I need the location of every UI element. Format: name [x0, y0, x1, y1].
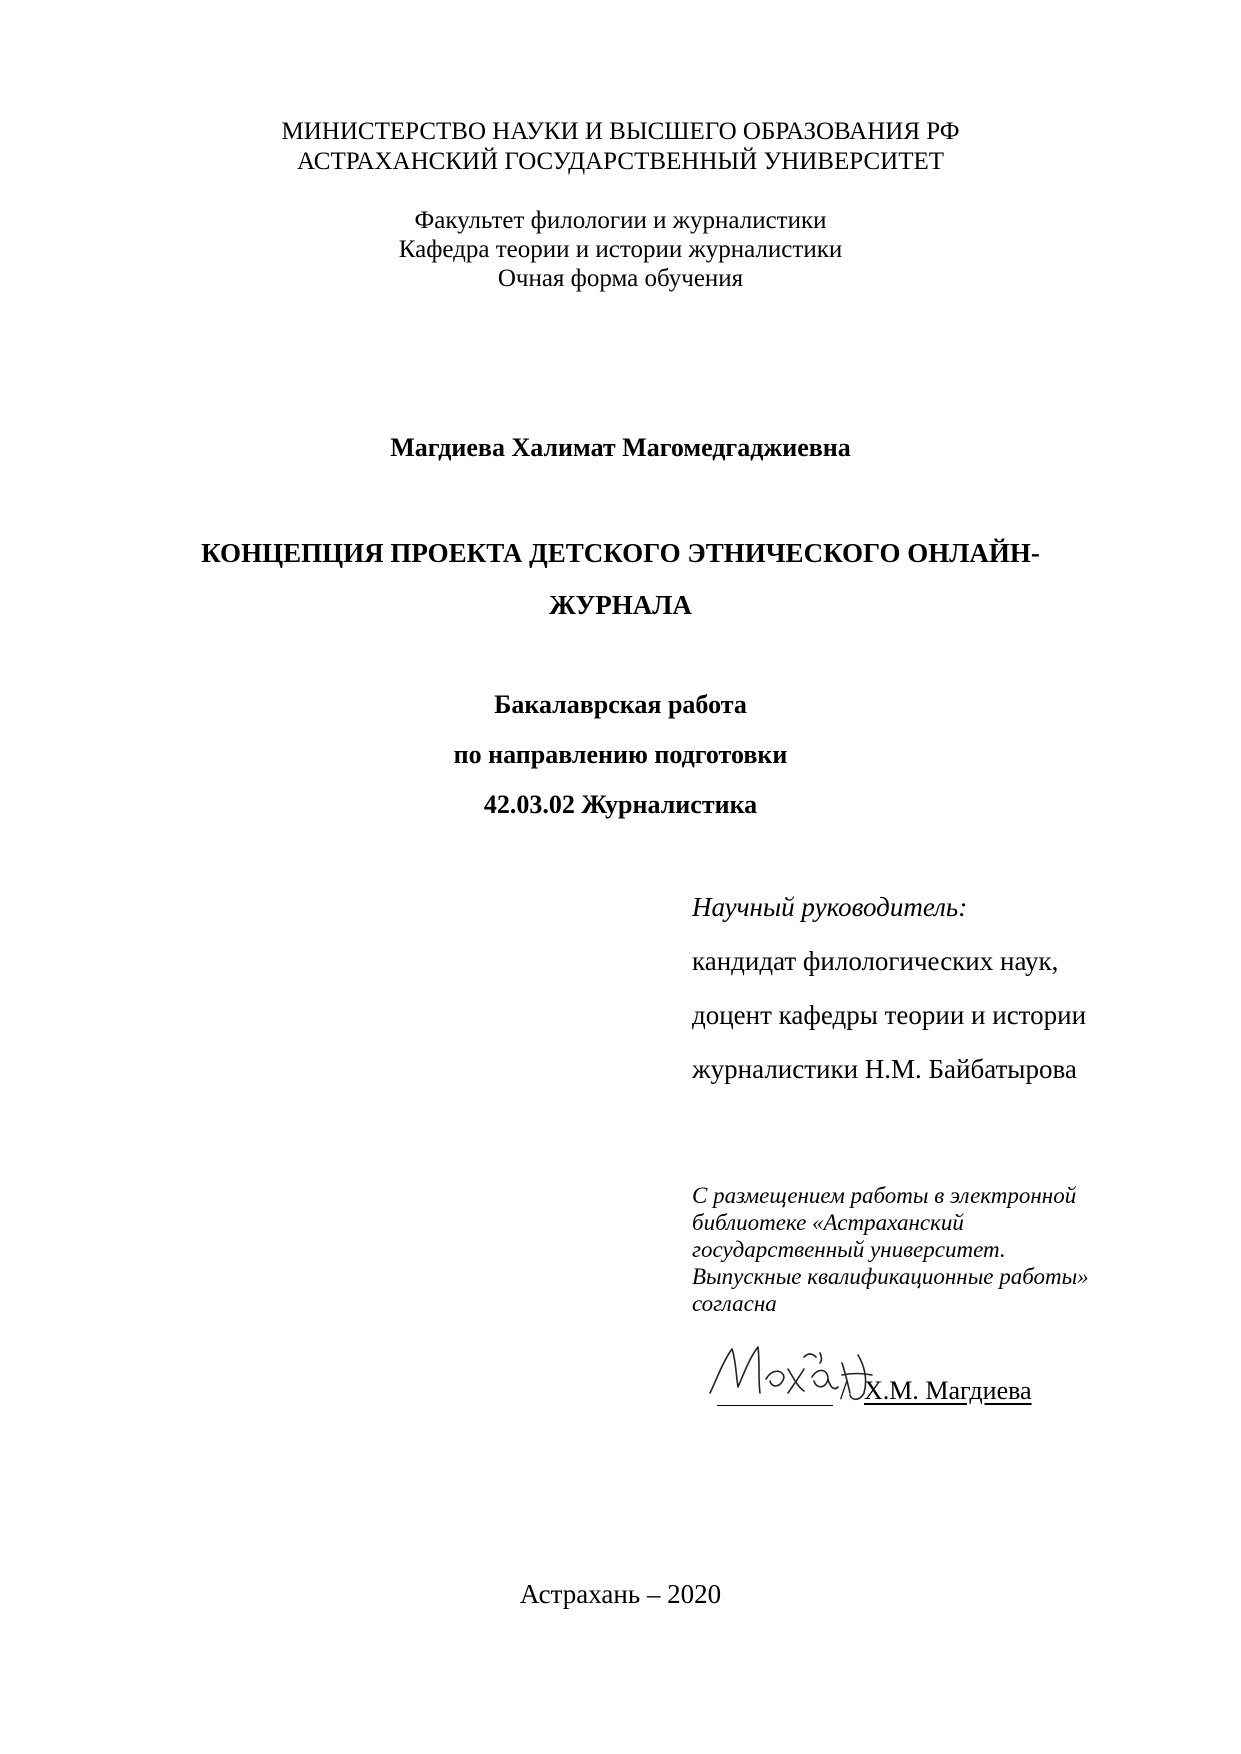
work-type: Бакалаврская работа: [494, 690, 747, 719]
work-code: 42.03.02 Журналистика: [483, 790, 758, 819]
faculty-name: Факультет филологии и журналистики: [414, 207, 827, 234]
consent-line-4: Выпускные квалификационные работы»: [692, 1264, 1089, 1289]
faculty-block: [0, 206, 1241, 293]
supervisor-heading: Научный руководитель:: [692, 892, 968, 922]
author-name: [0, 430, 1241, 466]
thesis-title-line-2: ЖУРНАЛА: [549, 590, 692, 620]
city-year-text: Астрахань – 2020: [519, 1579, 722, 1609]
library-consent: [692, 1182, 1089, 1317]
thesis-title: [0, 527, 1241, 631]
study-form: Очная форма обучения: [497, 265, 744, 292]
signatory-name: Х.М. Магдиева: [864, 1376, 1032, 1405]
ministry-name: МИНИСТЕРСТВО НАУКИ И ВЫСШЕГО ОБРАЗОВАНИЯ РФ: [281, 118, 960, 145]
author-name-text: Магдиева Халимат Магомедгаджиевна: [390, 433, 851, 462]
consent-line-2: библиотеке «Астраханский: [692, 1210, 964, 1235]
university-name: АСТРАХАНСКИЙ ГОСУДАРСТВЕННЫЙ УНИВЕРСИТЕТ: [296, 148, 945, 175]
supervisor-block: [692, 880, 1086, 1096]
work-type-block: [0, 680, 1241, 830]
signature-line: [717, 1405, 833, 1406]
work-direction: по направлению подготовки: [453, 740, 788, 769]
supervisor-name: журналистики Н.М. Байбатырова: [692, 1054, 1077, 1084]
consent-line-5: согласна: [692, 1291, 777, 1316]
ministry-header: [0, 117, 1241, 177]
consent-line-1: С размещением работы в электронной: [692, 1183, 1077, 1208]
consent-line-3: государственный университет.: [692, 1237, 1006, 1262]
signature-separator: /: [840, 1376, 848, 1405]
thesis-title-line-1: КОНЦЕПЦИЯ ПРОЕКТА ДЕТСКОГО ЭТНИЧЕСКОГО ОНЛАЙН-: [201, 538, 1040, 568]
supervisor-degree: кандидат филологических наук,: [692, 946, 1059, 976]
department-name: Кафедра теории и истории журналистики: [398, 236, 843, 263]
supervisor-position: доцент кафедры теории и истории: [692, 1000, 1087, 1030]
city-year: [0, 1577, 1241, 1611]
